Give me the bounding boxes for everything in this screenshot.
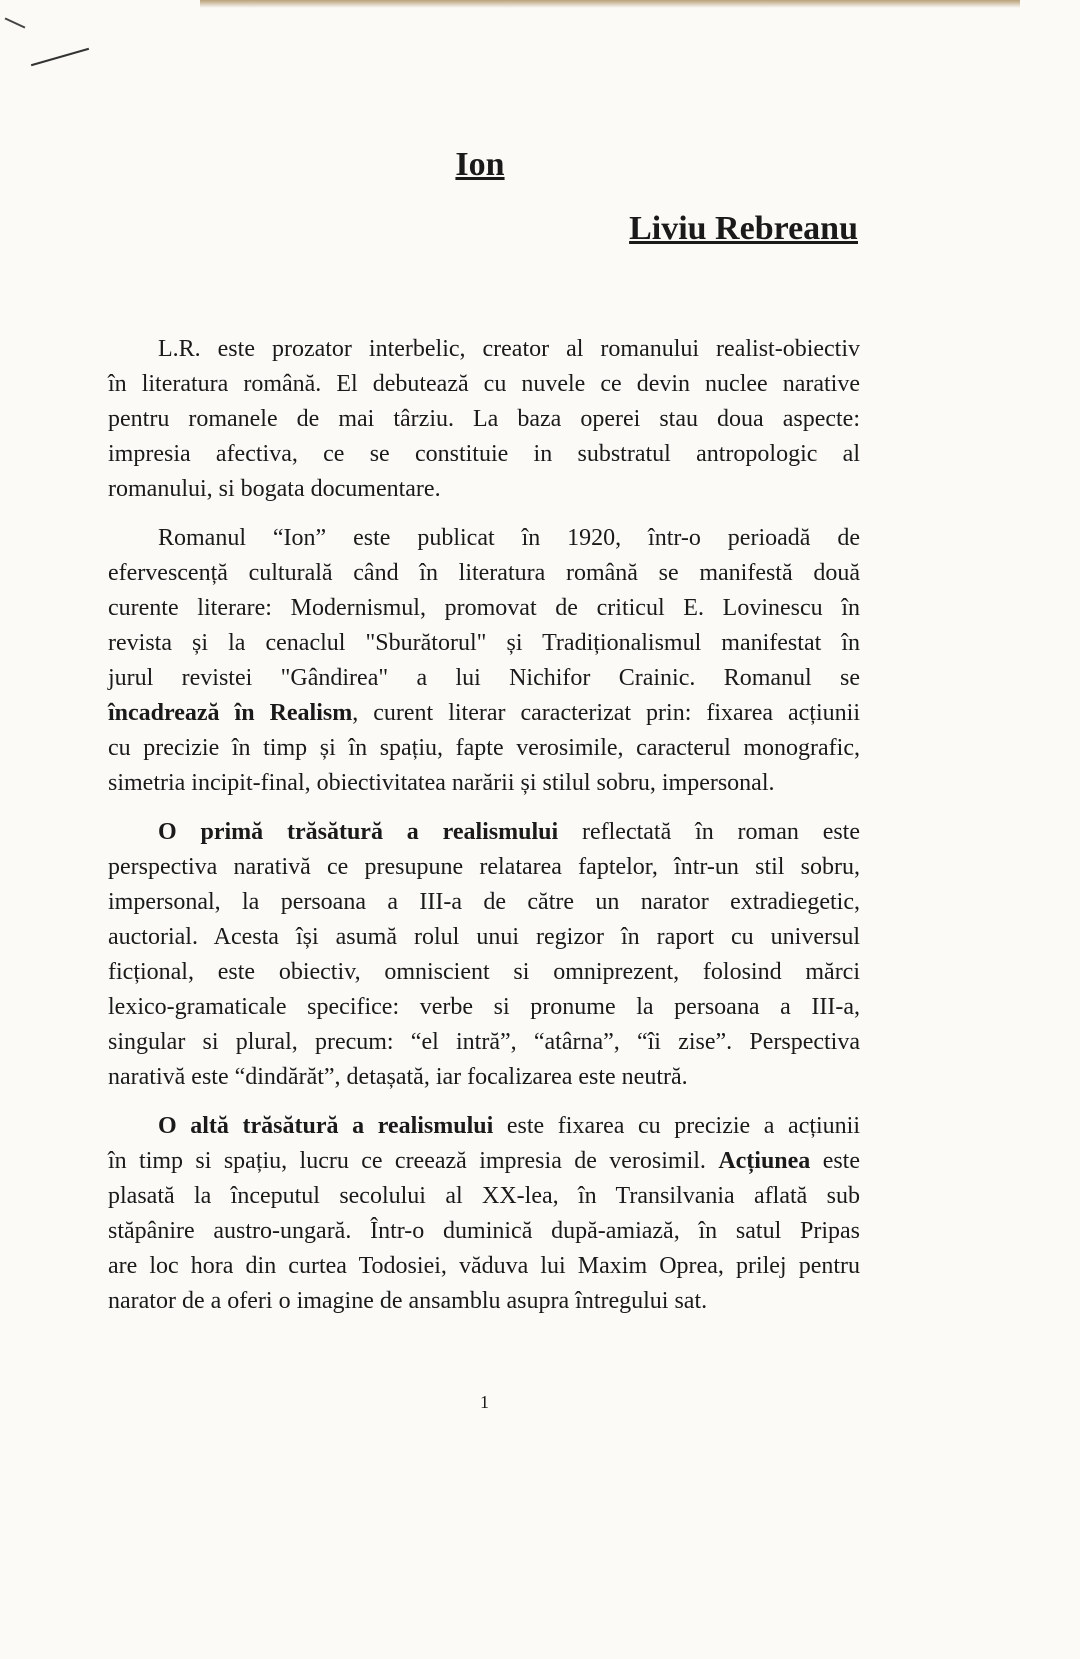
- page-number: 1: [480, 1392, 489, 1412]
- paper-edge: [200, 0, 1020, 8]
- document-body: [108, 332, 860, 1333]
- text-segment: singular si plural, precum: “el intră”, “atârna”, “îi zise”. Perspectiva: [108, 1029, 860, 1055]
- text-segment: plasată la începutul secolului al XX-lea, în Transilvania aflată sub: [108, 1183, 860, 1209]
- text-line: [108, 437, 860, 472]
- text-segment: pentru romanele de mai târziu. La baza operei stau doua aspecte:: [108, 406, 860, 432]
- text-line: [108, 766, 860, 801]
- text-line: [108, 1025, 860, 1060]
- text-segment: , curent literar caracterizat prin: fixarea acțiunii: [352, 700, 860, 726]
- paragraph: [108, 1109, 860, 1319]
- bold-text: încadrează în Realism: [108, 700, 353, 726]
- text-segment: lexico-gramaticale specifice: verbe si pronume la persoana a III-a,: [108, 994, 860, 1020]
- text-line: [108, 850, 860, 885]
- text-line: [108, 521, 860, 556]
- text-line: [108, 920, 860, 955]
- text-segment: romanului, si bogata documentare.: [108, 476, 441, 502]
- pen-mark: [5, 17, 26, 28]
- text-line: [108, 661, 860, 696]
- text-line: [108, 402, 860, 437]
- text-line: [108, 591, 860, 626]
- text-segment: narativă este “dindărăt”, detașată, iar focalizarea este neutră.: [108, 1064, 688, 1090]
- paragraph: [108, 521, 860, 801]
- text-segment: este fixarea cu precizie a acțiunii: [493, 1113, 861, 1139]
- text-segment: reflectată în roman este: [558, 819, 861, 845]
- bold-text: O primă trăsătură a realismului: [158, 819, 559, 845]
- text-line: [108, 332, 860, 367]
- text-line: [108, 1179, 860, 1214]
- text-segment: în timp si spațiu, lucru ce creează impresia de verosimil.: [108, 1148, 719, 1174]
- text-segment: auctorial. Acesta își asumă rolul unui regizor în raport cu universul: [108, 924, 860, 950]
- pen-mark: [31, 48, 89, 66]
- text-line: [108, 731, 860, 766]
- text-segment: perspectiva narativă ce presupune relatarea faptelor, într-un stil sobru,: [108, 854, 860, 880]
- text-segment: narator de a oferi o imagine de ansamblu asupra întregului sat.: [108, 1288, 708, 1314]
- text-segment: efervescență culturală când în literatura română se manifestă două: [108, 560, 860, 586]
- text-line: [108, 1249, 860, 1284]
- text-line: [108, 815, 860, 850]
- bold-text: Acțiunea: [718, 1148, 811, 1174]
- text-line: [108, 626, 860, 661]
- text-segment: ficțional, este obiectiv, omniscient si omniprezent, folosind mărci: [108, 959, 860, 985]
- text-line: [108, 990, 860, 1025]
- text-line: [108, 1109, 860, 1144]
- paragraph: [108, 815, 860, 1095]
- text-segment: în literatura română. El debutează cu nuvele ce devin nuclee narative: [108, 371, 860, 397]
- text-line: [108, 1060, 860, 1095]
- text-line: [108, 1144, 860, 1179]
- text-segment: jurul revistei "Gândirea" a lui Nichifor Crainic. Romanul se: [108, 665, 860, 691]
- document-title: Ion: [455, 146, 505, 183]
- text-segment: are loc hora din curtea Todosiei, văduva lui Maxim Oprea, prilej pentru: [108, 1253, 860, 1279]
- text-segment: revista și la cenaclul "Sburătorul" și Tradiționalismul manifestat în: [108, 630, 860, 656]
- text-segment: stăpânire austro-ungară. Într-o duminică după-amiază, în satul Pripas: [108, 1218, 860, 1244]
- text-segment: curente literare: Modernismul, promovat de criticul E. Lovinescu în: [108, 595, 860, 621]
- text-line: [108, 1214, 860, 1249]
- document-author: Liviu Rebreanu: [629, 210, 858, 247]
- text-line: [108, 556, 860, 591]
- text-segment: L.R. este prozator interbelic, creator al romanului realist-obiectiv: [158, 336, 860, 362]
- text-segment: impresia afectiva, ce se constituie in substratul antropologic al: [108, 441, 860, 467]
- text-line: [108, 1284, 860, 1319]
- bold-text: O altă trăsătură a realismului: [158, 1113, 494, 1139]
- paragraph: [108, 332, 860, 507]
- text-segment: cu precizie în timp și în spațiu, fapte verosimile, caracterul monografic,: [108, 735, 860, 761]
- text-segment: impersonal, la persoana a III-a de către un narator extradiegetic,: [108, 889, 860, 915]
- text-line: [108, 885, 860, 920]
- text-line: [108, 696, 860, 731]
- text-segment: simetria incipit-final, obiectivitatea narării și stilul sobru, impersonal.: [108, 770, 775, 796]
- text-segment: Romanul “Ion” este publicat în 1920, într-o perioadă de: [158, 525, 860, 551]
- text-line: [108, 367, 860, 402]
- text-line: [108, 472, 860, 507]
- text-segment: este: [810, 1148, 861, 1174]
- text-line: [108, 955, 860, 990]
